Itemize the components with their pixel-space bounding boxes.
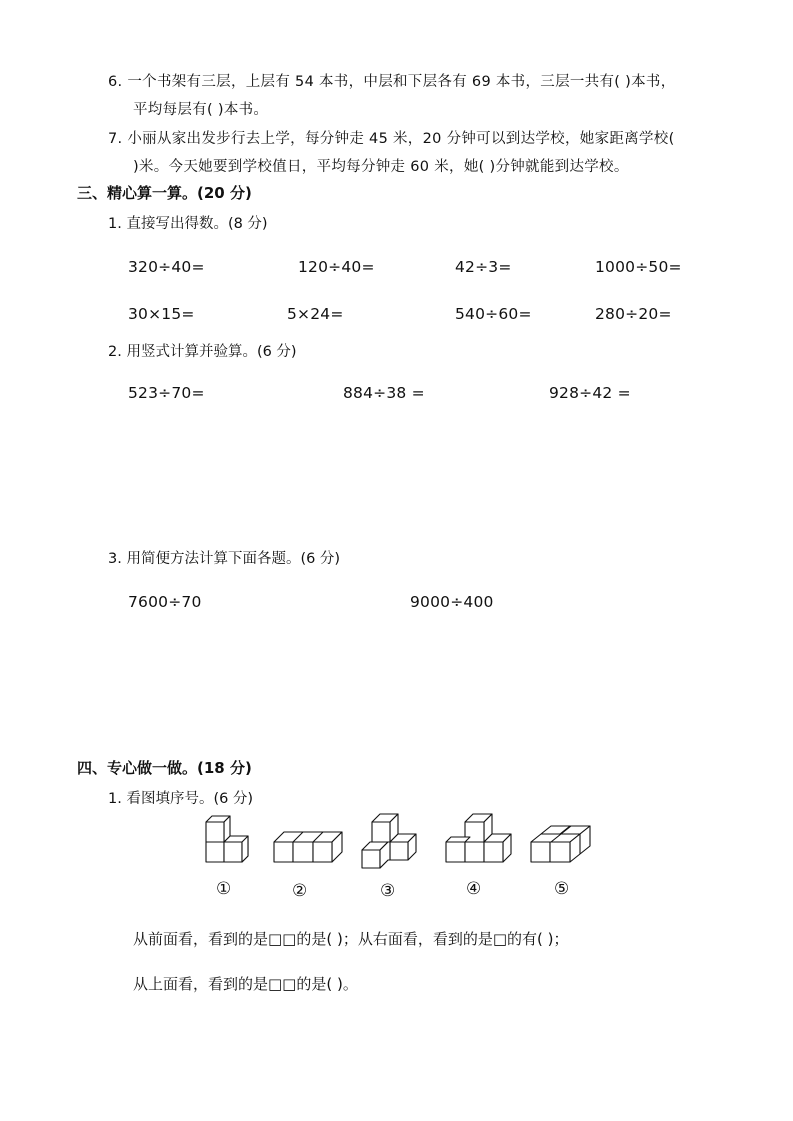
view-question-line-2: 从上面看，看到的是□□的是( )。 <box>133 975 358 993</box>
figure-label: ⑤ <box>554 879 570 899</box>
figure-label: ③ <box>380 881 396 901</box>
question-6-line-1: 6. 一个书架有三层，上层有 54 本书，中层和下层各有 69 本书，三层一共有( )本书， <box>108 74 676 90</box>
section-4-title: 四、专心做一做。(18 分) <box>77 759 252 777</box>
section-3-part-1-title: 1. 直接写出得数。(8 分) <box>108 216 268 232</box>
vertical-calc-item: 523÷70= <box>128 384 205 402</box>
section-3-part-2-title: 2. 用竖式计算并验算。(6 分) <box>108 344 297 360</box>
calc-item: 42÷3= <box>455 258 512 276</box>
view-question-line-1: 从前面看，看到的是□□的是( )；从右面看，看到的是□的有( )； <box>133 930 569 948</box>
section-4-part-1-title: 1. 看图填序号。(6 分) <box>108 791 254 807</box>
figure-label: ② <box>292 881 308 901</box>
calc-item: 320÷40= <box>128 258 205 276</box>
question-7-line-1: 7. 小丽从家出发步行去上学，每分钟走 45 米，20 分钟可以到达学校，她家距离学校( <box>108 131 675 147</box>
calc-item: 1000÷50= <box>595 258 682 276</box>
figure-label: ④ <box>466 879 482 899</box>
calc-item: 280÷20= <box>595 305 672 323</box>
vertical-calc-item: 928÷42 = <box>549 384 631 402</box>
section-3-part-3-title: 3. 用简便方法计算下面各题。(6 分) <box>108 551 341 567</box>
figure-label: ① <box>216 879 232 899</box>
calc-item: 120÷40= <box>298 258 375 276</box>
section-3-title: 三、精心算一算。(20 分) <box>77 184 252 202</box>
simple-calc-item: 7600÷70 <box>128 593 202 611</box>
simple-calc-item: 9000÷400 <box>410 593 494 611</box>
calc-item: 540÷60= <box>455 305 532 323</box>
question-7-line-2: )米。今天她要到学校值日，平均每分钟走 60 米，她( )分钟就能到达学校。 <box>133 159 629 175</box>
question-6-line-2: 平均每层有( )本书。 <box>133 102 269 118</box>
vertical-calc-item: 884÷38 = <box>343 384 425 402</box>
calc-item: 30×15= <box>128 305 195 323</box>
calc-item: 5×24= <box>287 305 344 323</box>
